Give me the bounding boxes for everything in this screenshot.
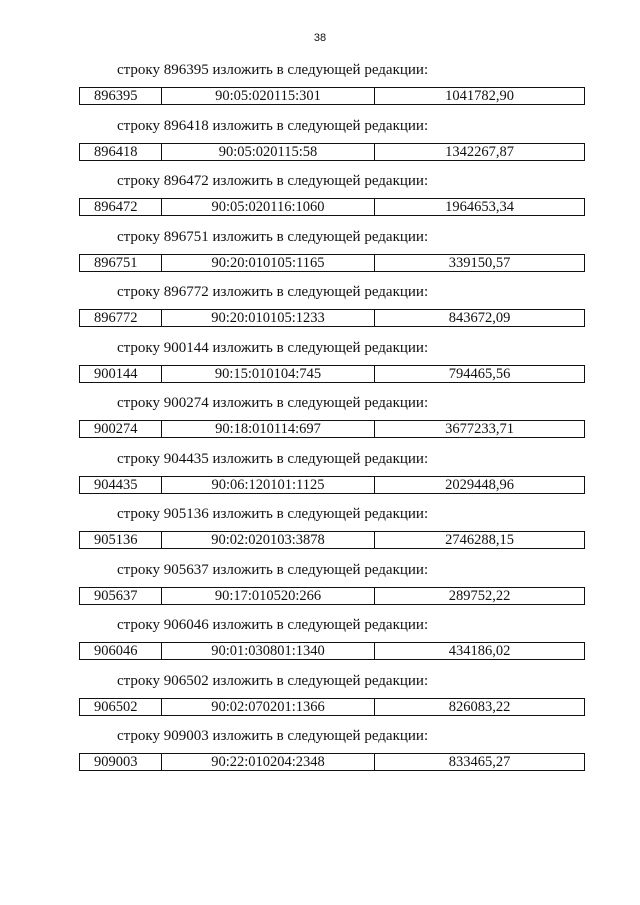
entry-instruction: строку 905136 изложить в следующей редакции: (117, 506, 429, 522)
table-row (79, 476, 585, 494)
table-row (79, 420, 585, 438)
row-number-cell: 900144 (80, 366, 162, 382)
value-cell: 289752,22 (448, 587, 511, 604)
entry (0, 726, 640, 782)
entry (0, 449, 640, 505)
entry-instruction: строку 896772 изложить в следующей редакции: (117, 284, 429, 300)
cadastral-number-cell: 90:22:010204:2348 (162, 754, 375, 770)
entry-instruction: строку 896751 изложить в следующей редакции: (117, 228, 429, 245)
cadastral-number-cell: 90:05:020115:58 (162, 144, 375, 160)
row-number-cell: 905637 (80, 588, 162, 604)
entries-list (0, 60, 640, 782)
row-number-cell: 896472 (80, 199, 162, 215)
value-cell: 339150,57 (448, 254, 511, 271)
table-row (79, 698, 585, 716)
cadastral-number-cell: 90:05:020116:1060 (162, 199, 375, 215)
row-number-cell: 906502 (80, 699, 162, 715)
value-cell: 1964653,34 (445, 199, 514, 215)
entry-instruction: строку 896472 изложить в следующей редакции: (117, 173, 429, 189)
entry-instruction: строку 906502 изложить в следующей редакции: (117, 672, 429, 689)
value-cell: 2029448,96 (445, 476, 514, 493)
entry (0, 338, 640, 394)
table-row (79, 753, 585, 771)
row-number-cell: 904435 (80, 477, 162, 493)
entry (0, 60, 640, 116)
value-cell: 434186,02 (448, 643, 511, 659)
value-cell: 2746288,15 (445, 532, 514, 548)
row-number-cell: 896772 (80, 310, 162, 326)
cadastral-number-cell: 90:06:120101:1125 (162, 477, 375, 493)
entry-instruction: строку 904435 изложить в следующей редакции: (117, 450, 429, 467)
entry (0, 671, 640, 727)
entry-instruction: строку 900144 изложить в следующей редакции: (117, 339, 429, 356)
table-row (79, 198, 585, 216)
entry (0, 116, 640, 172)
cadastral-number-cell: 90:02:020103:3878 (162, 532, 375, 548)
cadastral-number-cell: 90:15:010104:745 (162, 366, 375, 382)
cadastral-number-cell: 90:05:020115:301 (162, 88, 375, 104)
entry (0, 560, 640, 616)
entry (0, 393, 640, 449)
row-number-cell: 896751 (80, 255, 162, 271)
entry-instruction: строку 900274 изложить в следующей редакции: (117, 395, 429, 411)
cadastral-number-cell: 90:17:010520:266 (162, 588, 375, 604)
entry (0, 171, 640, 227)
entry (0, 615, 640, 671)
value-cell: 1342267,87 (445, 143, 514, 160)
page-number: 38 (313, 32, 327, 44)
entry-instruction: строку 896395 изложить в следующей редакции: (117, 62, 429, 78)
row-number-cell: 900274 (80, 421, 162, 437)
table-row (79, 642, 585, 660)
value-cell: 794465,56 (448, 365, 511, 382)
row-number-cell: 905136 (80, 532, 162, 548)
entry-instruction: строку 905637 изложить в следующей редакции: (117, 561, 429, 578)
entry-instruction: строку 906046 изложить в следующей редакции: (117, 617, 429, 633)
table-row (79, 87, 585, 105)
entry (0, 504, 640, 560)
value-cell: 833465,27 (448, 754, 511, 770)
cadastral-number-cell: 90:02:070201:1366 (162, 699, 375, 715)
table-row (79, 587, 585, 605)
cadastral-number-cell: 90:01:030801:1340 (162, 643, 375, 659)
table-row (79, 254, 585, 272)
row-number-cell: 906046 (80, 643, 162, 659)
row-number-cell: 896395 (80, 88, 162, 104)
table-row (79, 309, 585, 327)
entry-instruction: строку 909003 изложить в следующей редакции: (117, 728, 429, 744)
table-row (79, 143, 585, 161)
cadastral-number-cell: 90:20:010105:1165 (162, 255, 375, 271)
value-cell: 843672,09 (448, 310, 511, 326)
table-row (79, 365, 585, 383)
value-cell: 826083,22 (448, 698, 511, 715)
value-cell: 1041782,90 (445, 88, 514, 104)
cadastral-number-cell: 90:18:010114:697 (162, 421, 375, 437)
row-number-cell: 896418 (80, 144, 162, 160)
entry-instruction: строку 896418 изложить в следующей редакции: (117, 117, 429, 134)
cadastral-number-cell: 90:20:010105:1233 (162, 310, 375, 326)
value-cell: 3677233,71 (445, 421, 514, 437)
entry (0, 227, 640, 283)
entry (0, 282, 640, 338)
table-row (79, 531, 585, 549)
row-number-cell: 909003 (80, 754, 162, 770)
